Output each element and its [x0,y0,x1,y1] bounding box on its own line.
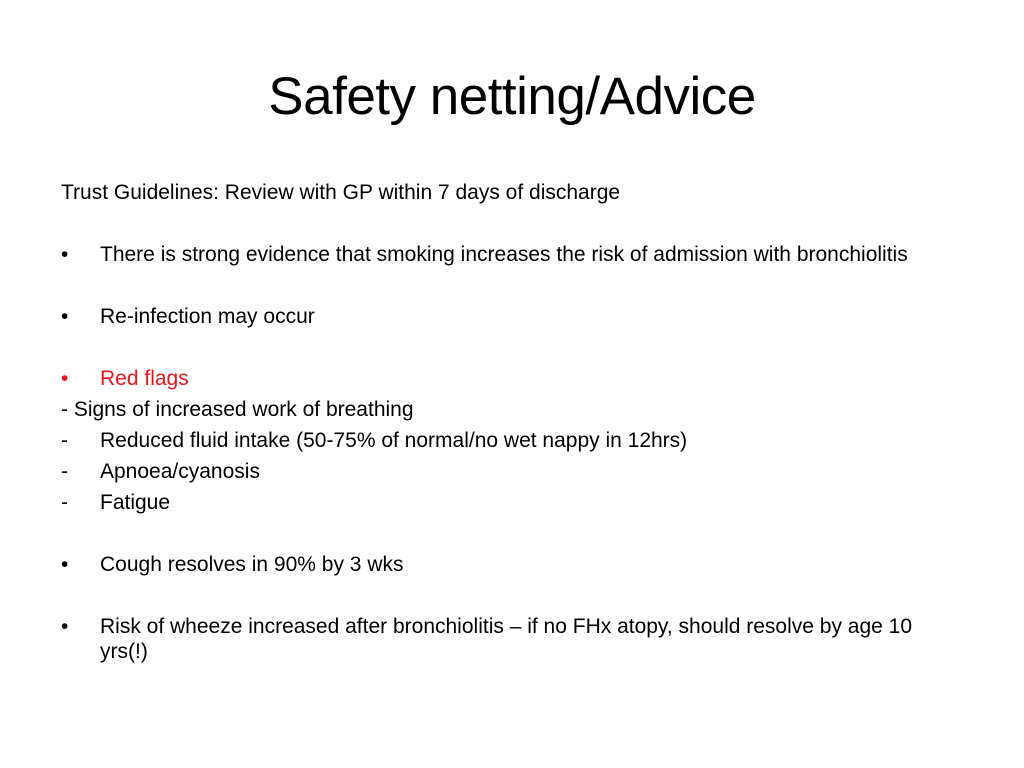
red-flag-fatigue [61,490,961,515]
bullet-marker: • [61,243,69,266]
red-flag-apnoea [61,459,961,484]
bullet-red-flags-text: Red flags [100,367,189,390]
bullet-wheeze-text: Risk of wheeze increased after bronchiolitis – if no FHx atopy, should resolve by age 10 yrs(!) [100,615,913,663]
bullet-marker: • [61,305,69,328]
bullet-marker: • [61,615,69,638]
bullet-cough-text: Cough resolves in 90% by 3 wks [100,553,404,576]
bullet-marker: • [61,553,69,576]
dash-marker: - [61,460,68,483]
red-flag-apnoea-text: Apnoea/cyanosis [100,460,260,483]
bullet-wheeze [61,614,961,664]
red-flag-fluid-intake-text: Reduced fluid intake (50-75% of normal/no wet nappy in 12hrs) [100,429,688,452]
bullet-smoking-text: There is strong evidence that smoking increases the risk of admission with bronchiolitis [100,243,908,266]
dash-marker: - [61,491,68,514]
intro-text: Trust Guidelines: Review with GP within 7 days of discharge [61,181,621,204]
red-flag-fatigue-text: Fatigue [100,491,171,514]
bullet-marker: • [61,367,69,390]
bullet-reinfection [61,304,961,329]
bullet-cough [61,552,961,577]
red-flag-work-of-breathing: - Signs of increased work of breathing [61,398,414,421]
dash-marker: - [61,429,68,452]
slide-title: Safety netting/Advice [268,67,756,126]
red-flag-fluid-intake [61,428,961,453]
bullet-red-flags [61,366,961,391]
slide-body [61,180,961,664]
bullet-smoking [61,242,961,267]
bullet-reinfection-text: Re-infection may occur [100,305,315,328]
